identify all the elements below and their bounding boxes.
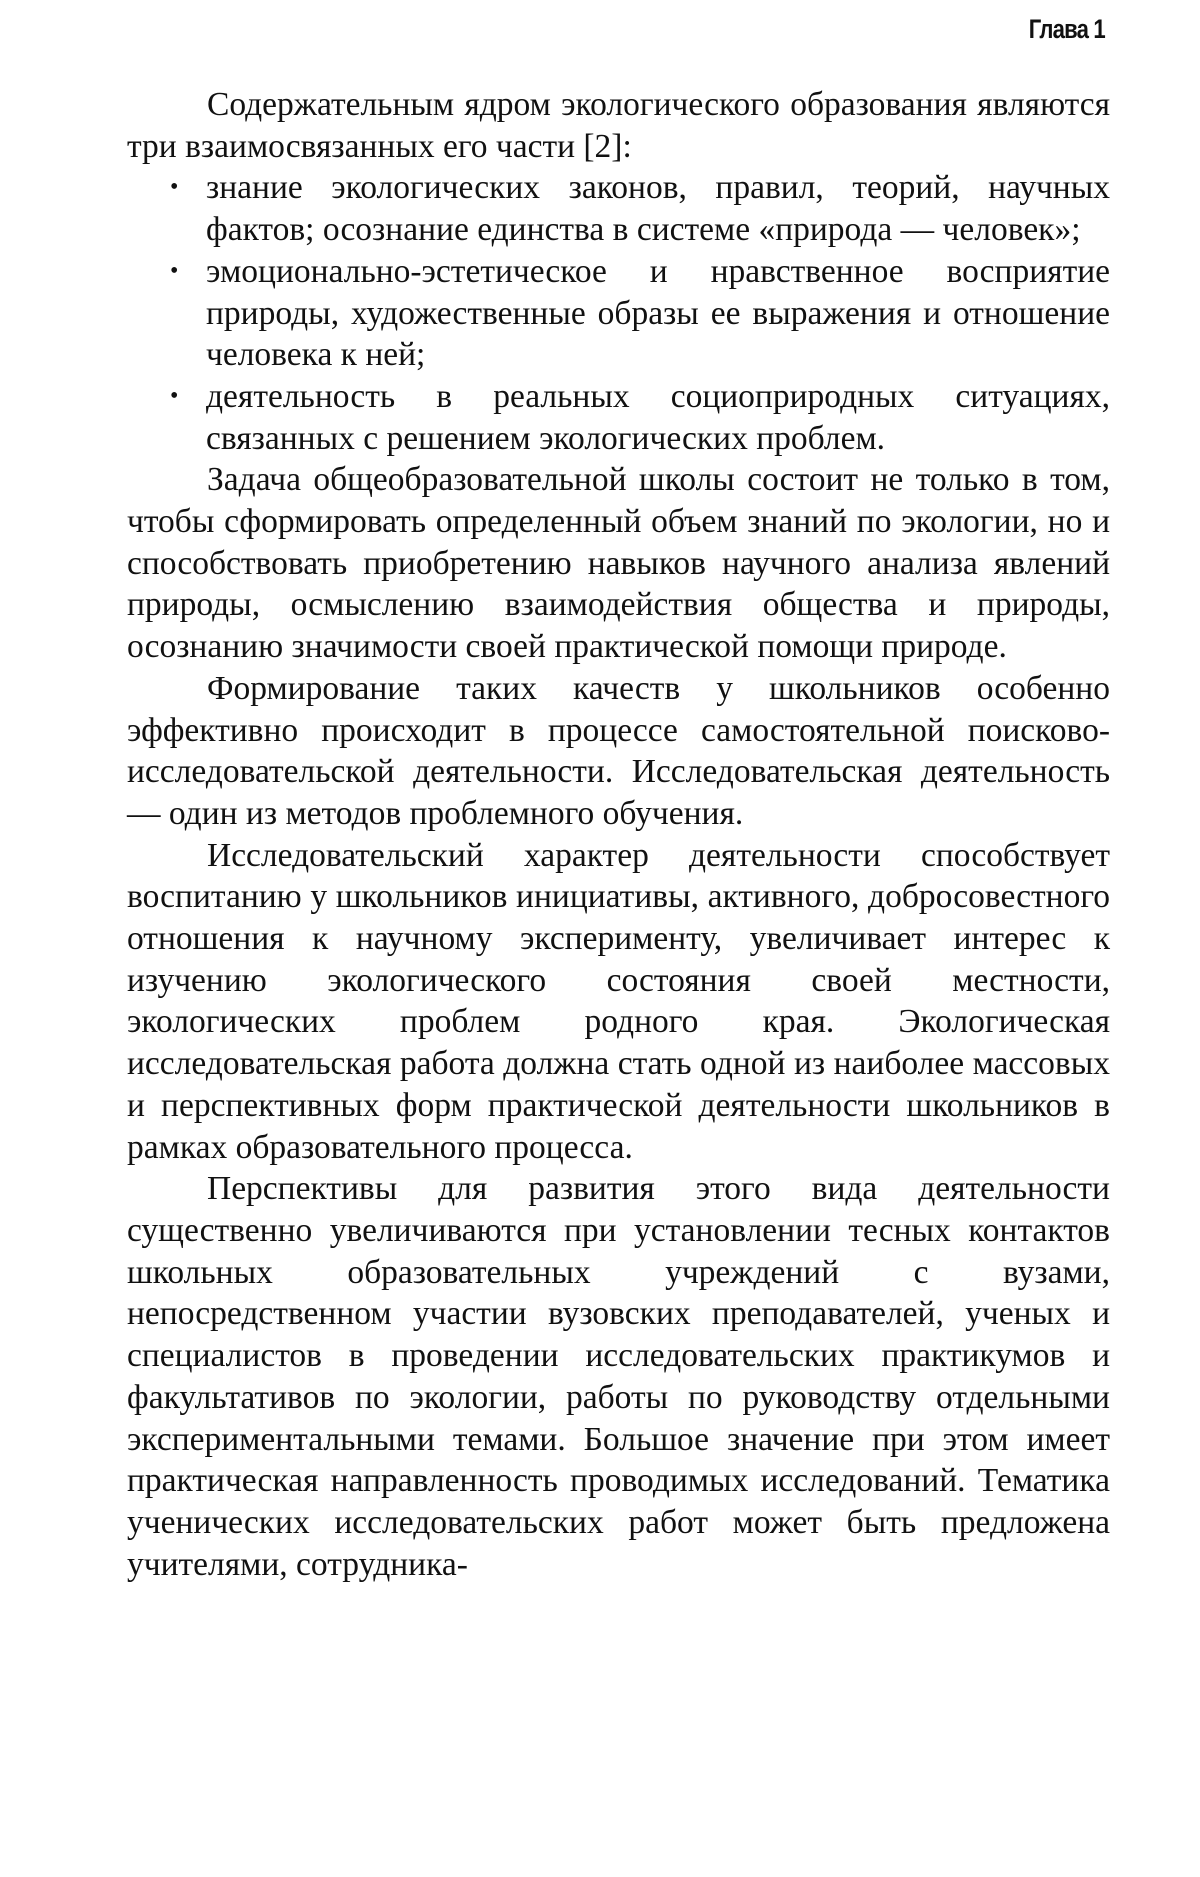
body-paragraph: Формирование таких качеств у школьников особенно эффективно происходит в процессе самостоятельной поисково-исследовательской деятельности. Исследовательская деятельность — один из методов проблемного обучения. (127, 669, 1110, 832)
bullet-item (170, 167, 1110, 250)
bullet-item (170, 376, 1110, 459)
bullet-text: эмоционально-эстетическое и нравственное восприятие природы, художественные образы ее выражения и отношение человека к ней; (206, 252, 1110, 374)
body-paragraph: Перспективы для развития этого вида деятельности существенно увеличиваются при установлении тесных контактов школьных образовательных учреждений с вузами, непосредственном участии вузовских преподавателей, ученых и специалистов в проведении исследовательских практикумов и факультативов по экологии, работы по руководству отдельными экспериментальными темами. Большое значение при этом имеет практическая направленность проводимых исследований. Тематика ученических исследовательских работ может быть предложена учителями, сотрудника- (127, 1170, 1110, 1583)
page-body (127, 84, 1110, 1585)
bullet-item (170, 251, 1110, 376)
bullet-text: знание экологических законов, правил, теорий, научных фактов; осознание единства в системе «природа — человек»; (206, 169, 1110, 249)
bullet-icon: • (170, 382, 179, 409)
body-paragraph: Исследовательский характер деятельности способствует воспитанию у школьников инициативы, активного, добросовестного отношения к научному эксперименту, увеличивает интерес к изучению экологического состояния своей местности, экологических проблем родного края. Экологическая исследовательская работа должна стать одной из наиболее массовых и перспективных форм практической деятельности школьников в рамках образовательного процесса. (127, 836, 1110, 1166)
body-paragraph: Задача общеобразовательной школы состоит не только в том, чтобы сформировать определенный объем знаний по экологии, но и способствовать приобретению навыков научного анализа явлений природы, осмыслению взаимодействия общества и природы, осознанию значимости своей практической помощи природе. (127, 461, 1110, 666)
bullet-icon: • (170, 174, 179, 201)
bullet-icon: • (170, 257, 179, 284)
bullet-list (127, 167, 1110, 459)
bullet-text: деятельность в реальных социоприродных ситуациях, связанных с решением экологических проблем. (206, 377, 1110, 457)
chapter-header: Глава 1 (1028, 14, 1105, 44)
intro-paragraph: Содержательным ядром экологического образования являются три взаимосвязанных его части [2]: (127, 86, 1110, 165)
